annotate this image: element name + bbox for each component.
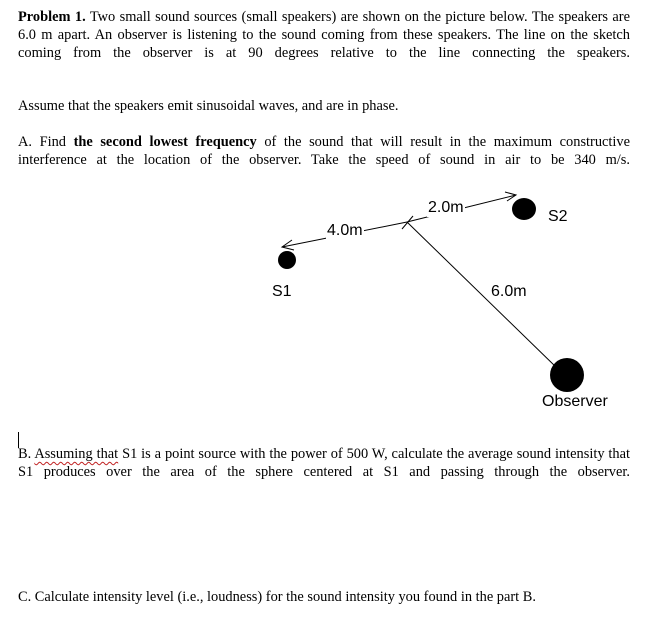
part-a-bold: the second lowest frequency bbox=[73, 134, 257, 150]
problem-intro: Two small sound sources (small speakers) are shown on the picture below. The speakers are 6.0 m apart. An observer is listening to the sound coming from these speakers. The line on the sketch coming from the observer is at 90 degrees relative to the line connecting the speakers. bbox=[18, 9, 630, 62]
part-a-rest: of the sound that will result in the maximum constructive interference at the location of the observer. Take the speed of sound in air to be 340 m/s. bbox=[18, 134, 630, 169]
problem-heading: Problem 1. bbox=[18, 9, 86, 25]
part-b-question bbox=[18, 445, 630, 500]
dist-s2-label: 2.0m bbox=[428, 199, 464, 216]
part-b-lead: B. bbox=[18, 446, 35, 462]
dist-s1-label: 4.0m bbox=[327, 222, 363, 239]
s2-label: S2 bbox=[548, 208, 568, 225]
observer-label: Observer bbox=[542, 393, 608, 410]
part-b-rest: S1 is a point source with the power of 500 W, calculate the average sound intensity that S1 produces over the area of the sphere centered at S1 and passing through the observer. bbox=[18, 446, 631, 481]
part-a-lead: A. Find bbox=[18, 134, 74, 150]
s1-label: S1 bbox=[272, 283, 292, 300]
dist-observer-label: 6.0m bbox=[491, 283, 527, 300]
speaker-s1-dot bbox=[278, 251, 296, 269]
observer-line bbox=[407, 222, 557, 368]
assumption-sentence: Assume that the speakers emit sinusoidal waves, and are in phase. bbox=[18, 98, 399, 114]
part-c-question bbox=[18, 588, 630, 606]
speaker-s2-dot bbox=[512, 198, 536, 220]
part-b-spellcheck-phrase: Assuming that bbox=[34, 446, 119, 462]
observer-dot bbox=[550, 358, 584, 392]
part-c-text: C. Calculate intensity level (i.e., loudness) for the sound intensity you found in the part B. bbox=[18, 589, 536, 605]
